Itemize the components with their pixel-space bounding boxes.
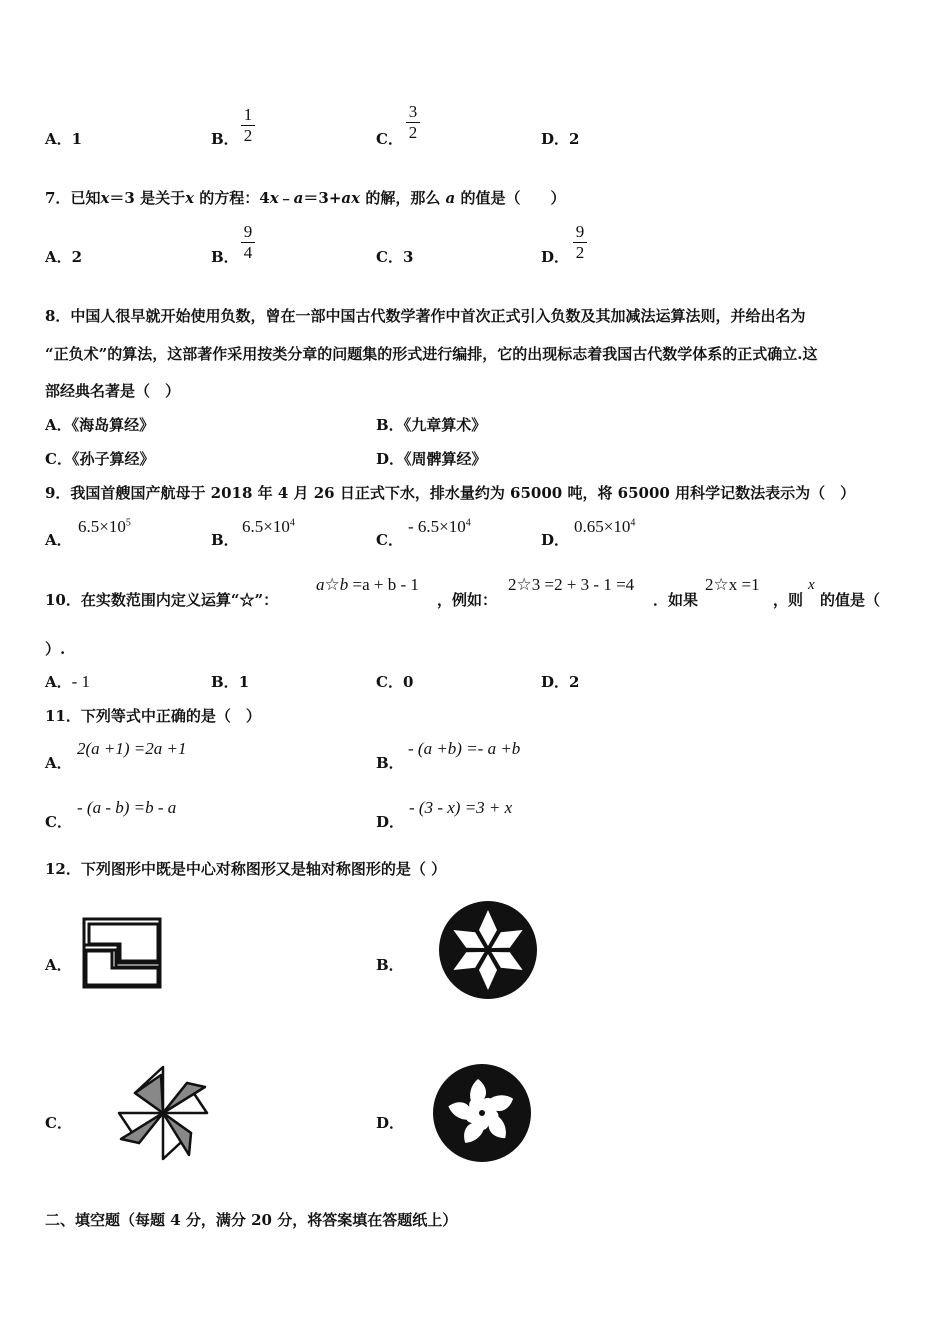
option-label: B． [211, 130, 239, 148]
option-value: 2 [569, 130, 580, 148]
exponent: 4 [630, 517, 636, 529]
q10-option-c[interactable] [376, 671, 413, 692]
numerator: 3 [408, 102, 418, 121]
exponent: 5 [125, 517, 131, 529]
var: a [316, 575, 325, 594]
q7-stem [45, 187, 566, 208]
option-value: 《周髀算经》 [404, 450, 487, 468]
q8-stem-line2: “正负术”的算法，这部著作采用按类分章的问题集的形式进行编排，它的出现标志着我国古代数学体系的正式确立.这 [45, 345, 818, 363]
q11-option-b-label[interactable]: B． [376, 754, 404, 772]
option-label: C． [45, 450, 72, 468]
q9-option-b-label[interactable]: B． [211, 531, 239, 549]
q7-option-b-fraction [241, 223, 255, 262]
q8-option-a[interactable] [45, 414, 154, 435]
q9-option-c-label[interactable]: C． [376, 531, 403, 549]
option-value: 2 [71, 248, 83, 266]
var: a [445, 189, 456, 207]
q10-mid: ，例如： [437, 591, 498, 609]
option-value: 0 [402, 673, 414, 691]
option-value: 《九章算术》 [403, 416, 487, 434]
text: 的方程：4 [194, 189, 270, 207]
expr: =a + b - 1 [348, 575, 419, 594]
q10-condition: 2☆x =1 [705, 575, 760, 594]
q6-option-c-fraction [406, 103, 420, 142]
q10-tail: 的值是（ [820, 591, 881, 609]
var: b [339, 575, 349, 594]
option-label: A． [45, 416, 72, 434]
q12-option-d-label[interactable]: D． [376, 1114, 405, 1132]
q8-option-c[interactable] [45, 448, 154, 469]
q11-option-b-expr: - (a +b) =- a +b [408, 739, 521, 758]
option-value: 《海岛算经》 [71, 416, 155, 434]
option-label: B． [376, 416, 404, 434]
q12-figure-a[interactable] [80, 915, 164, 991]
q10-option-a[interactable] [45, 671, 90, 692]
var: ax [341, 189, 361, 207]
q7-option-c[interactable] [376, 246, 413, 267]
q12-figure-c[interactable] [115, 1063, 211, 1163]
numerator: 9 [243, 222, 253, 241]
q9-option-c-expr [408, 517, 471, 537]
q12-figure-b[interactable] [437, 899, 539, 1001]
q10-line2: ）. [45, 640, 66, 658]
option-label: A． [45, 248, 72, 266]
q11-option-a-expr: 2(a +1) =2a +1 [77, 739, 187, 758]
q12-stem: 12．下列图形中既是中心对称图形又是轴对称图形的是（ ） [45, 860, 447, 878]
q11-stem: 11．下列等式中正确的是（ ） [45, 707, 261, 725]
denominator: 4 [243, 243, 253, 262]
q6-option-b-fraction [241, 106, 255, 145]
option-value: - 1 [71, 672, 91, 691]
q12-option-c-label[interactable]: C． [45, 1114, 72, 1132]
q9-option-a-expr [78, 517, 131, 537]
q6-option-b[interactable] [211, 128, 239, 149]
text: 的解，那么 [360, 189, 446, 207]
q11-option-c-label[interactable]: C． [45, 813, 72, 831]
q9-option-b-expr [242, 517, 295, 537]
q11-option-d-label[interactable]: D． [376, 813, 405, 831]
option-label: A． [45, 130, 72, 148]
var: x [269, 189, 279, 207]
option-label: C． [376, 673, 403, 691]
q9-option-d-label[interactable]: D． [541, 531, 570, 549]
base: 0.65×10 [574, 517, 631, 536]
operator: ☆ [324, 575, 340, 594]
q7-option-d[interactable] [541, 246, 569, 267]
text: ＝3 是关于 [109, 189, 186, 207]
denominator: 2 [408, 123, 418, 142]
q11-option-c-expr: - (a - b) =b - a [77, 798, 177, 817]
option-label: A． [45, 673, 72, 691]
option-label: C． [376, 248, 403, 266]
option-label: B． [211, 673, 239, 691]
exponent: 4 [289, 517, 295, 529]
option-label: D． [376, 450, 405, 468]
option-value: 2 [569, 673, 580, 691]
q9-option-a-label[interactable]: A． [45, 531, 72, 549]
q10-prefix: 10．在实数范围内定义运算“☆”： [45, 591, 279, 609]
q10-if: ．如果 [653, 591, 699, 609]
q11-option-a-label[interactable]: A． [45, 754, 72, 772]
base: 6.5×10 [78, 517, 126, 536]
var: x [185, 189, 195, 207]
option-label: D． [541, 248, 570, 266]
option-value: 1 [71, 130, 83, 148]
text: 已知 [70, 189, 101, 207]
q8-stem-line1: 8．中国人很早就开始使用负数，曾在一部中国古代数学著作中首次正式引入负数及其加减法运算法则，并给出名为 [45, 307, 806, 325]
q8-option-d[interactable] [376, 448, 487, 469]
base: 6.5×10 [242, 517, 290, 536]
q11-option-d-expr: - (3 - x) =3 + x [409, 798, 513, 817]
text: ＝3+ [303, 189, 342, 207]
q7-option-a[interactable] [45, 246, 82, 267]
denominator: 2 [575, 243, 585, 262]
option-value: 1 [238, 673, 250, 691]
option-value: 《孙子算经》 [71, 450, 155, 468]
section-2-heading: 二、填空题（每题 4 分，满分 20 分，将答案填在答题纸上） [45, 1211, 458, 1229]
option-label: D． [541, 673, 570, 691]
denominator: 2 [243, 126, 253, 145]
numerator: 9 [575, 222, 585, 241]
q6-option-d[interactable] [541, 128, 579, 149]
q10-option-d[interactable] [541, 671, 579, 692]
option-label: C． [376, 130, 403, 148]
exponent: 4 [465, 517, 471, 529]
q7-option-b[interactable] [211, 246, 239, 267]
option-label: D． [541, 130, 570, 148]
option-label: B． [211, 248, 239, 266]
q10-then: ，则 [773, 591, 804, 609]
q10-var: x [808, 577, 815, 593]
q9-stem: 9．我国首艘国产航母于 2018 年 4 月 26 日正式下水，排水量约为 65000 吨，将 65000 用科学记数法表示为（ ） [45, 484, 856, 502]
var: a [293, 189, 304, 207]
question-number: 7． [45, 189, 71, 207]
option-value: 3 [402, 248, 414, 266]
var: x [100, 189, 110, 207]
text: ﹣ [278, 189, 294, 207]
q12-option-a-label[interactable]: A． [45, 956, 72, 974]
q7-option-d-fraction [573, 223, 587, 262]
q6-option-c[interactable] [376, 128, 403, 149]
q12-option-b-label[interactable]: B． [376, 956, 404, 974]
q8-stem-line3: 部经典名著是（ ） [45, 382, 181, 400]
q6-option-a[interactable] [45, 128, 82, 149]
q9-option-d-expr [574, 517, 635, 537]
numerator: 1 [243, 105, 253, 124]
q10-example: 2☆3 =2 + 3 - 1 =4 [508, 575, 635, 594]
q10-definition [316, 575, 419, 595]
q12-figure-d[interactable] [431, 1062, 533, 1164]
base: - 6.5×10 [408, 517, 466, 536]
text: 的值是（ ） [455, 189, 566, 207]
q10-option-b[interactable] [211, 671, 249, 692]
q8-option-b[interactable] [376, 414, 486, 435]
